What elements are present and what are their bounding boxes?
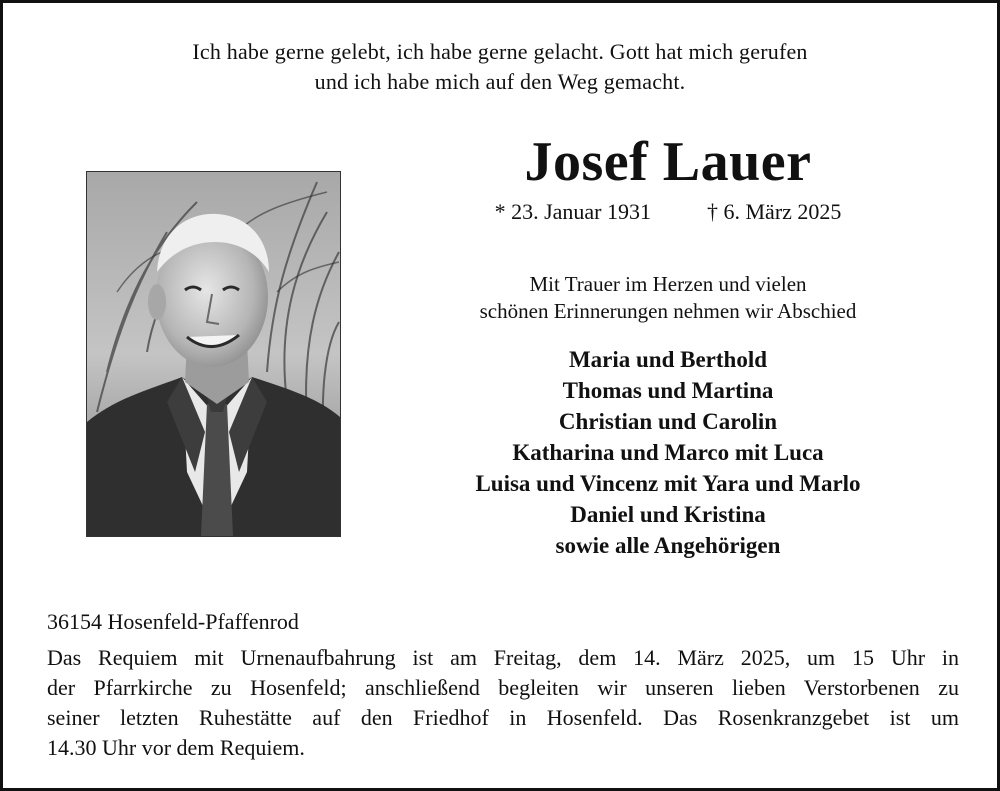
requiem-notice: [47, 643, 959, 763]
family-member: Thomas und Martina: [562, 378, 774, 403]
family-member: sowie alle Angehörigen: [555, 533, 781, 558]
mourning-intro: [423, 271, 913, 325]
family-member: Christian und Carolin: [558, 409, 778, 434]
family-member: Daniel und Kristina: [570, 502, 766, 527]
birth-date: * 23. Januar 1931: [494, 199, 651, 224]
death-date: † 6. März 2025: [707, 199, 842, 224]
quote-line-1: Ich habe gerne gelebt, ich habe gerne gelacht. Gott hat mich gerufen: [192, 39, 808, 64]
intro-line-2: schönen Erinnerungen nehmen wir Abschied: [479, 299, 857, 323]
life-dates: [423, 197, 913, 227]
requiem-line: Das Requiem mit Urnenaufbahrung ist am Freitag, dem 14. März 2025, um 15 Uhr in: [47, 645, 959, 670]
portrait-illustration: [87, 172, 340, 536]
memorial-quote: [3, 37, 997, 97]
deceased-name: Josef Lauer: [524, 131, 812, 193]
family-list: [423, 344, 913, 561]
quote-line-2: und ich habe mich auf den Weg gemacht.: [314, 69, 686, 94]
requiem-line: 14.30 Uhr vor dem Requiem.: [47, 735, 305, 760]
portrait-photo: [86, 171, 341, 537]
location-line: 36154 Hosenfeld-Pfaffenrod: [47, 609, 299, 634]
requiem-line: der Pfarrkirche zu Hosenfeld; anschließend begleiten wir unseren lieben Verstorbenen zu: [47, 675, 959, 700]
family-member: Katharina und Marco mit Luca: [512, 440, 824, 465]
requiem-line: seiner letzten Ruhestätte auf den Friedhof in Hosenfeld. Das Rosenkranzgebet ist um: [47, 705, 959, 730]
family-member: Maria und Berthold: [568, 347, 768, 372]
family-member: Luisa und Vincenz mit Yara und Marlo: [475, 471, 861, 496]
intro-line-1: Mit Trauer im Herzen und vielen: [529, 272, 807, 296]
